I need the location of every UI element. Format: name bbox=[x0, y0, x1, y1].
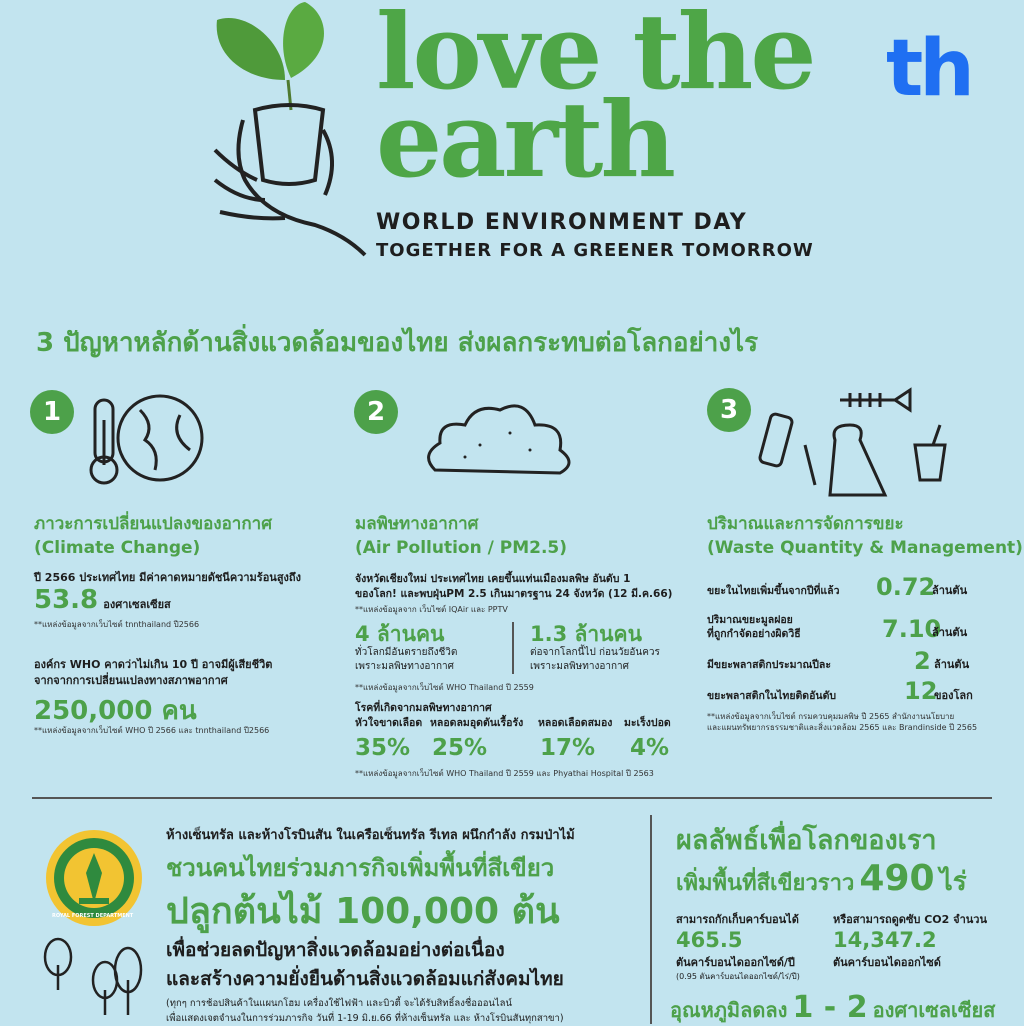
bottom-headline-2: ปลูกต้นไม้ 100,000 ต้น bbox=[166, 891, 560, 932]
col2-title-en: (Air Pollution / PM2.5) bbox=[355, 538, 567, 558]
col1-value2: 250,000 คน bbox=[34, 696, 197, 726]
col3-title-th: ปริมาณและการจัดการขยะ bbox=[707, 514, 904, 534]
col2-stat1-text-a: ทั่วโลกมีอันตรายถึงชีวิต bbox=[355, 647, 458, 658]
col2-source2: **แหล่งข้อมูลจากเว็บไซต์ WHO Thailand ปี 2559 bbox=[355, 683, 534, 692]
carbon-value: 465.5 bbox=[676, 928, 743, 952]
disease-value-1: 35% bbox=[355, 735, 411, 761]
col1-value1-row bbox=[34, 585, 171, 615]
col2-text1a: จังหวัดเชียงใหม่ ประเทศไทย เคยขึ้นแท่นเมืองมลพิษ อันดับ 1 bbox=[355, 573, 631, 585]
disease-value-3: 17% bbox=[540, 735, 596, 761]
disease-label-2: หลอดลมอุดตันเรื้อรัง bbox=[430, 717, 524, 729]
waste-row-1-label: ขยะในไทยเพิ่มขึ้นจากปีที่แล้ว bbox=[707, 585, 840, 597]
col2-source1: **แหล่งข้อมูลจาก เว็บไซต์ IQAir และ PPTV bbox=[355, 605, 508, 614]
subtitle-1: WORLD ENVIRONMENT DAY bbox=[376, 210, 748, 235]
waste-row-3-unit: ล้านตัน bbox=[934, 658, 970, 671]
disease-label-3: หลอดเลือดสมอง bbox=[538, 717, 613, 729]
forest-badge-text: ROYAL FOREST DEPARTMENT bbox=[52, 913, 134, 919]
co2-label: หรือสามารถดูดซับ CO2 จำนวน bbox=[833, 913, 987, 926]
hand-with-plant-illustration bbox=[205, 0, 375, 265]
col1-unit1: องศาเซลเซียส bbox=[103, 598, 171, 611]
col1-value1: 53.8 bbox=[34, 585, 99, 615]
co2-unit: ตันคาร์บอนไดออกไซด์ bbox=[833, 956, 941, 969]
number-badge-1: 1 bbox=[30, 390, 74, 434]
col1-text1: ปี 2566 ประเทศไทย มีค่าคาดหมายดัชนีความร้อนสูงถึง bbox=[34, 571, 301, 584]
col3-source2: และแผนทรัพยากรธรรมชาติและสิ่งแวดล้อม 2565 และ Brandinside ปี 2565 bbox=[707, 723, 978, 732]
title-line-1: love the bbox=[376, 0, 814, 113]
green-area-label: เพิ่มพื้นที่สีเขียวราว bbox=[676, 871, 855, 896]
carbon-note: (0.95 ตันคาร์บอนไดออกไซด์/ไร่/ปี) bbox=[676, 972, 800, 981]
col2-stat1-text-b: เพราะมลพิษทางอากาศ bbox=[355, 661, 454, 672]
disease-value-4: 4% bbox=[630, 735, 670, 761]
thermometer-globe-icon bbox=[85, 390, 210, 490]
col2-stat2-value: 1.3 ล้านคน bbox=[530, 622, 642, 646]
bottom-line-3: เพื่อช่วยลดปัญหาสิ่งแวดล้อมอย่างต่อเนื่อง bbox=[166, 939, 505, 961]
waste-row-4-label: ขยะพลาสติกในไทยติดอันดับ bbox=[707, 690, 837, 702]
bottom-line-4: และสร้างความยั่งยืนด้านสิ่งแวดล้อมแก่สังคมไทย bbox=[166, 968, 564, 990]
col3-source1: **แหล่งข้อมูลจากเว็บไซต์ กรมควบคุมมลพิษ ปี 2565 สำนักงานนโยบาย bbox=[707, 712, 955, 721]
green-area-value: 490 bbox=[859, 858, 935, 899]
col1-source2: **แหล่งข้อมูลจากเว็บไซต์ WHO ปี 2566 และ tnnthailand ปี2566 bbox=[34, 726, 270, 735]
bottom-vertical-divider bbox=[650, 815, 652, 1024]
temp-row bbox=[670, 990, 995, 1026]
disease-label-1: หัวใจขาดเลือด bbox=[355, 717, 423, 729]
disease-label-4: มะเร็งปอด bbox=[624, 717, 671, 729]
trash-icon bbox=[755, 385, 955, 500]
col1-text2b: จากจากการเปลี่ยนแปลงทางสภาพอากาศ bbox=[34, 674, 228, 687]
subtitle-2: TOGETHER FOR A GREENER TOMORROW bbox=[376, 240, 814, 261]
waste-row-4-unit: ของโลก bbox=[934, 689, 973, 702]
waste-row-3-value: 2 bbox=[914, 647, 931, 675]
green-area-unit: ไร่ bbox=[939, 867, 967, 897]
temp-label: อุณหภูมิลดลง bbox=[670, 998, 788, 1022]
col1-title-en: (Climate Change) bbox=[34, 538, 201, 558]
waste-row-2-label: ปริมาณขยะมูลฝอย bbox=[707, 614, 793, 626]
waste-row-2-unit: ล้านตัน bbox=[932, 626, 968, 639]
leaf-icon bbox=[283, 2, 324, 78]
bottom-intro: ห้างเซ็นทรัล และห้างโรบินสัน ในเครือเซ็นทรัล รีเทล ผนึกกำลัง กรมป่าไม้ bbox=[166, 828, 575, 843]
bottom-note-2: เพื่อแสดงเจตจำนงในการร่วมภารกิจ วันที่ 1-19 มิ.ย.66 ที่ห้างเซ็นทรัล และ ห้างโรบินสันทุกสาขา) bbox=[166, 1013, 564, 1024]
results-title: ผลลัพธ์เพื่อโลกของเรา bbox=[676, 825, 937, 856]
section-divider bbox=[32, 797, 992, 799]
title-line-2: earth bbox=[376, 78, 673, 201]
col2-text1b: ของโลก! และพบฝุ่นPM 2.5 เกินมาตรฐาน 24 จังหวัด (12 มี.ค.66) bbox=[355, 588, 673, 600]
main-question: 3 ปัญหาหลักด้านสิ่งแวดล้อมของไทย ส่งผลกระทบต่อโลกอย่างไร bbox=[36, 328, 759, 358]
stat-divider bbox=[512, 622, 514, 674]
col1-source1: **แหล่งข้อมูลจากเว็บไซต์ tnnthailand ปี2566 bbox=[34, 620, 200, 629]
co2-value: 14,347.2 bbox=[833, 928, 937, 952]
number-badge-3: 3 bbox=[707, 388, 751, 432]
carbon-label: สามารถกักเก็บคาร์บอนได้ bbox=[676, 913, 799, 926]
col2-stat2-text-b: เพราะมลพิษทางอากาศ bbox=[530, 661, 629, 672]
col2-disease-intro: โรคที่เกิดจากมลพิษทางอากาศ bbox=[355, 702, 492, 714]
disease-value-2: 25% bbox=[432, 735, 488, 761]
col1-title-th: ภาวะการเปลี่ยนแปลงของอากาศ bbox=[34, 514, 272, 534]
waste-row-1-unit: ล้านตัน bbox=[932, 584, 968, 597]
waste-row-2-value: 7.10 bbox=[882, 615, 942, 643]
logo: th bbox=[886, 24, 971, 114]
cloud-icon bbox=[420, 395, 580, 485]
col2-stat2-text-a: ต่อจากโลกนี้ไป ก่อนวัยอันควร bbox=[530, 647, 660, 658]
waste-row-2-label2: ที่ถูกกำจัดอย่างผิดวิธี bbox=[707, 628, 801, 640]
temp-unit: องศาเซลเซียส bbox=[872, 998, 996, 1022]
waste-row-3-label: มีขยะพลาสติกประมาณปีละ bbox=[707, 659, 831, 671]
col1-text2a: องค์กร WHO คาดว่าไม่เกิน 10 ปี อาจมีผู้เสียชีวิต bbox=[34, 658, 273, 671]
col2-title-th: มลพิษทางอากาศ bbox=[355, 514, 479, 534]
number-badge-2: 2 bbox=[354, 390, 398, 434]
col2-stat1-value: 4 ล้านคน bbox=[355, 622, 445, 646]
bottom-headline-1: ชวนคนไทยร่วมภารกิจเพิ่มพื้นที่สีเขียว bbox=[166, 854, 555, 882]
col3-title-en: (Waste Quantity & Management) bbox=[707, 538, 1023, 558]
carbon-unit: ตันคาร์บอนไดออกไซด์/ปี bbox=[676, 956, 795, 969]
temp-value: 1 - 2 bbox=[792, 990, 868, 1025]
green-area-row bbox=[676, 858, 967, 902]
waste-row-4-value: 12 bbox=[904, 677, 938, 705]
bottom-note-1: (ทุกๆ การช้อปสินค้าในแผนกโฮม เครื่องใช้ไฟฟ้า และบิวตี้ จะได้รับสิทธิ์ลงชื่อออนไลน์ bbox=[166, 998, 512, 1009]
leaf-icon bbox=[217, 18, 285, 80]
tree-icon bbox=[40, 935, 150, 1020]
col2-source3: **แหล่งข้อมูลจากเว็บไซต์ WHO Thailand ปี 2559 และ Phyathai Hospital ปี 2563 bbox=[355, 769, 654, 778]
waste-row-1-value: 0.72 bbox=[876, 573, 936, 601]
